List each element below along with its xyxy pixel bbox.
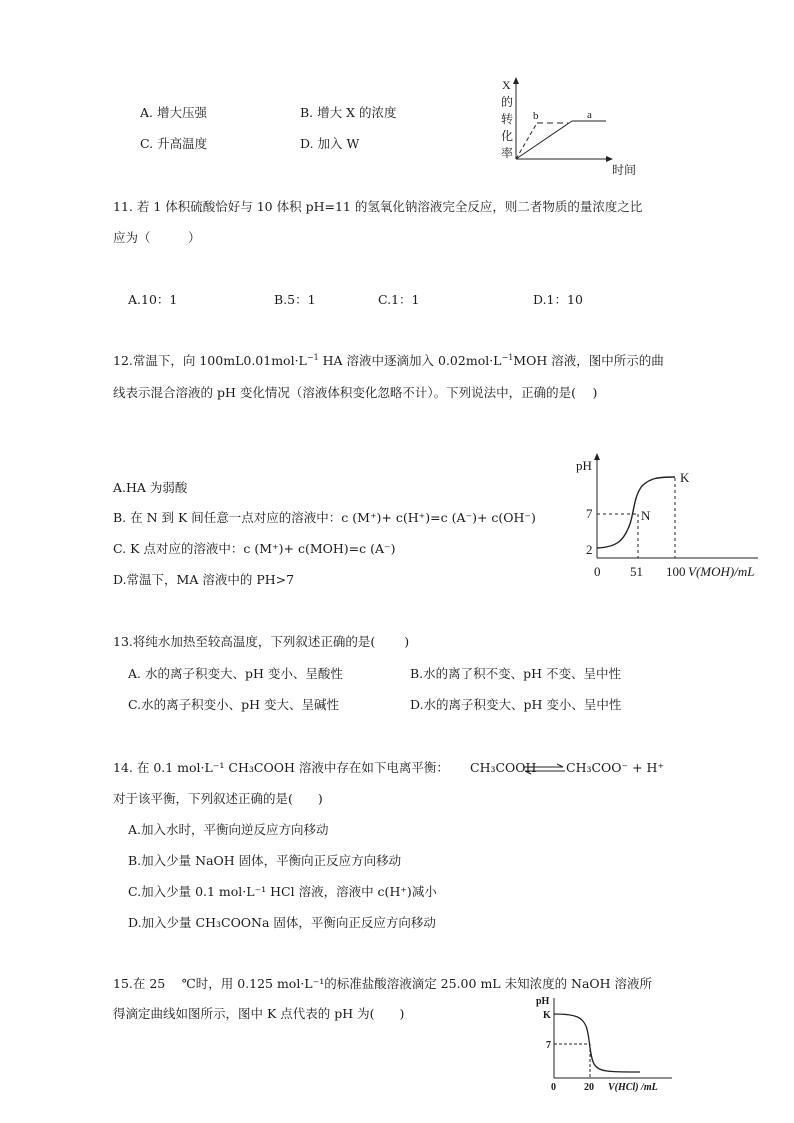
q10-curve-b-rise xyxy=(516,123,537,159)
q14-stem-line2: 对于该平衡，下列叙述正确的是( ) xyxy=(113,791,323,806)
q10-option-b: B. 增大 X 的浓度 xyxy=(300,105,397,120)
q15-tick-0: 0 xyxy=(551,1082,556,1093)
q14-stem: 14. 在 0.1 mol·L⁻¹ CH₃COOH 溶液中存在如下电离平衡： xyxy=(113,760,449,775)
q15-tick-7: 7 xyxy=(546,1040,551,1051)
q12-stem-line2: 线表示混合溶液的 pH 变化情况（溶液体积变化忽略不计）。下列说法中，正确的是( ) xyxy=(113,385,598,400)
q12-tick-51: 51 xyxy=(630,564,643,579)
q12-ph-figure xyxy=(570,452,780,582)
q12-stem-line1: 12.常温下，向 $100mL0.01mol\cdot L^{-1}$ HA 溶液中逐滴加入 $0.02mol\cdot L^{-1}MOH$ 溶液，图中所示的曲 xyxy=(113,352,664,368)
q15-ylabel: pH xyxy=(536,996,550,1007)
q11-option-b: B.5：1 xyxy=(274,292,316,307)
svg-text:化: 化 xyxy=(501,129,514,143)
q10-ylabel xyxy=(501,78,513,160)
q13-option-a: A. 水的离子积变大、pH 变小、呈酸性 xyxy=(128,666,343,681)
svg-text:的: 的 xyxy=(501,95,514,109)
q15-stem-line1: 15.在 25 ℃时，用 0.125 mol·L⁻¹的标准盐酸溶液滴定 25.00 mL 未知浓度的 NaOH 溶液所 xyxy=(113,976,653,991)
q15-titration-curve xyxy=(554,1014,640,1072)
q10-option-d: D. 加入 W xyxy=(300,136,360,151)
q12-titration-curve xyxy=(597,477,675,548)
q11-option-a: A.10：1 xyxy=(128,292,178,307)
q10-label-b: b xyxy=(533,110,539,122)
q15-tick-20: 20 xyxy=(584,1082,594,1093)
q12-point-n: N xyxy=(641,508,651,523)
q14-option-c: C.加入少量 0.1 mol·L⁻¹ HCl 溶液，溶液中 c(H⁺)减小 xyxy=(128,884,437,899)
q11-option-d: D.1：10 xyxy=(533,292,583,307)
q10-y-arrow xyxy=(513,77,519,84)
q11-stem-line2: 应为（ ） xyxy=(113,230,201,245)
q11-option-c: C.1：1 xyxy=(378,292,420,307)
q15-tick-k: K xyxy=(543,1010,551,1021)
q12-tick-0: 0 xyxy=(594,564,601,579)
q12-point-k: K xyxy=(680,470,690,485)
svg-text:率: 率 xyxy=(501,146,514,160)
q10-conversion-figure xyxy=(490,75,660,175)
q12-option-a: A.HA 为弱酸 xyxy=(113,480,188,495)
q13-stem: 13.将纯水加热至较高温度，下列叙述正确的是( ) xyxy=(113,634,410,649)
q10-option-a: A. 增大压强 xyxy=(140,105,207,120)
q14-option-b: B.加入少量 NaOH 固体，平衡向正反应方向移动 xyxy=(128,853,402,868)
q14-eq-left: CH₃COOH xyxy=(470,760,537,775)
q11-stem-line1: 11. 若 1 体积硫酸恰好与 10 体积 pH=11 的氢氧化钠溶液完全反应，则二者物质的量浓度之比 xyxy=(113,199,643,214)
q15-xlabel: V(HCl) /mL xyxy=(608,1082,658,1093)
q12-xlabel: V(MOH)/mL xyxy=(688,564,755,579)
q12-tick-2: 2 xyxy=(586,542,593,557)
q10-xlabel: 时间 xyxy=(612,163,637,175)
q13-option-b: B.水的离了积不变、pH 不变、呈中性 xyxy=(410,666,622,681)
q12-option-d: D.常温下，MA 溶液中的 PH>7 xyxy=(113,572,295,587)
q14-option-d: D.加入少量 CH₃COONa 固体，平衡向正反应方向移动 xyxy=(128,915,436,930)
q12-option-c: C. K 点对应的溶液中：c (M⁺)+ c(MOH)=c (A⁻) xyxy=(113,541,396,556)
svg-text:X: X xyxy=(502,78,511,92)
q10-curve-a-rise xyxy=(516,121,572,159)
q15-titration-figure xyxy=(532,992,682,1096)
q12-tick-7: 7 xyxy=(586,506,593,521)
q12-option-b: B. 在 N 到 K 间任意一点对应的溶液中：c (M⁺)+ c(H⁺)=c (A⁻)+ c(OH⁻) xyxy=(113,510,536,525)
q15-stem-line2: 得滴定曲线如图所示，图中 K 点代表的 pH 为( ) xyxy=(113,1006,405,1021)
q10-option-c: C. 升高温度 xyxy=(140,136,208,151)
q13-option-c: C.水的离子积变小、pH 变大、呈碱性 xyxy=(128,697,339,712)
svg-text:转: 转 xyxy=(501,112,514,126)
q12-tick-100: 100 xyxy=(666,564,686,579)
q12-y-arrow xyxy=(594,453,600,460)
q10-label-a: a xyxy=(587,109,592,121)
q10-x-arrow xyxy=(606,156,613,162)
q12-ylabel: pH xyxy=(576,458,592,473)
q14-equilibrium-arrow xyxy=(521,763,567,775)
q14-option-a: A.加入水时，平衡向逆反应方向移动 xyxy=(128,822,329,837)
q14-eq-right: CH₃COO⁻ + H⁺ xyxy=(566,760,665,775)
q13-option-d: D.水的离子积变大、pH 变小、呈中性 xyxy=(410,697,622,712)
